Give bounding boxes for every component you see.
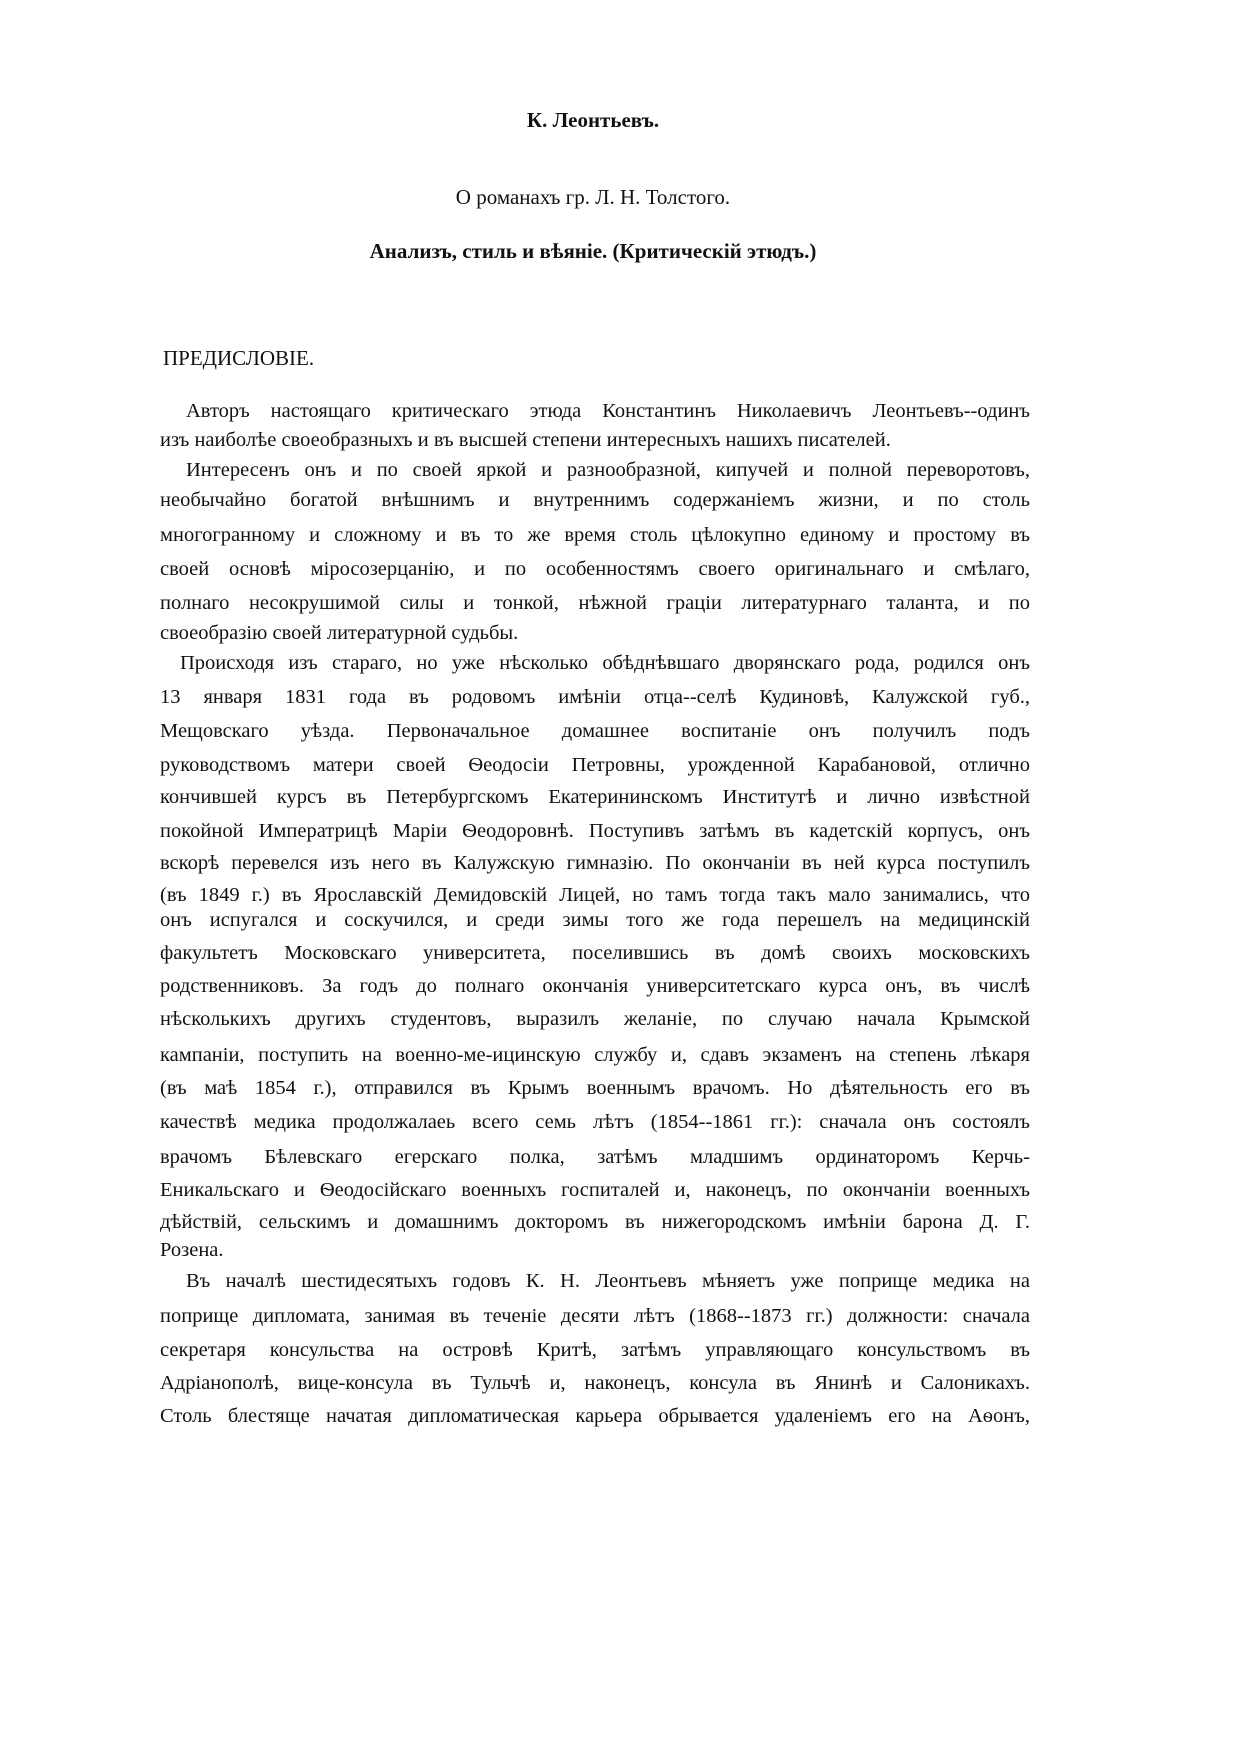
text-line: кампаніи, поступить на военно-ме-ицинскую службу и, сдавъ экзаменъ на степень лѣкаря [160, 1044, 1030, 1066]
author-name: К. Леонтьевъ. [526, 108, 660, 132]
section-heading: ПРЕДИСЛОВІЕ. [163, 346, 315, 370]
text-line: онъ испугался и соскучился, и среди зимы того же года перешелъ на медицинскій [160, 909, 1030, 931]
text-line: Столь блестяще начатая дипломатическая карьера обрывается удаленіемъ его на Аѳонъ, [160, 1405, 1030, 1427]
text-line: факультетъ Московскаго университета, поселившись въ домѣ своихъ московскихъ [160, 942, 1030, 964]
text-line: качествѣ медика продолжалаеь всего семь лѣтъ (1854--1861 гг.): сначала онъ состоялъ [160, 1111, 1030, 1133]
text-line: родственниковъ. За годъ до полнаго окончанія университетскаго курса онъ, въ числѣ [160, 975, 1030, 997]
text-line: (въ 1849 г.) въ Ярославскій Демидовскій Лицей, но тамъ тогда такъ мало занимались, что [160, 884, 1030, 906]
text-line: Въ началѣ шестидесятыхъ годовъ К. Н. Леонтьевъ мѣняетъ уже поприще медика на [186, 1270, 1030, 1292]
text-line: полнаго несокрушимой силы и тонкой, нѣжной граціи литературнаго таланта, и по [160, 592, 1030, 614]
text-line: многогранному и сложному и въ то же время столь цѣлокупно единому и простому въ [160, 524, 1030, 546]
text-line: изъ наиболѣе своеобразныхъ и въ высшей степени интересныхъ нашихъ писателей. [160, 429, 891, 451]
text-line: 13 января 1831 года въ родовомъ имѣніи отца--селѣ Кудиновѣ, Калужской губ., [160, 686, 1030, 708]
text-line: Происходя изъ стараго, но уже нѣсколько обѣднѣвшаго дворянскаго рода, родился онъ [180, 652, 1030, 674]
text-line: Розена. [160, 1239, 224, 1261]
text-line: вскорѣ перевелся изъ него въ Калужскую гимназію. По окончаніи въ ней курса поступилъ [160, 852, 1030, 874]
text-line: своей основѣ міросозерцанію, и по особенностямъ своего оригинальнаго и смѣлаго, [160, 558, 1030, 580]
text-line: руководствомъ матери своей Ѳеодосіи Петровны, урожденной Карабановой, отлично [160, 754, 1030, 776]
text-line: покойной Императрицѣ Маріи Ѳеодоровнѣ. Поступивъ затѣмъ въ кадетскій корпусъ, онъ [160, 820, 1030, 842]
text-line: Авторъ настоящаго критическаго этюда Константинъ Николаевичъ Леонтьевъ--одинъ [186, 400, 1030, 422]
text-line: Еникальскаго и Ѳеодосійскаго военныхъ госпиталей и, наконецъ, по окончаніи военныхъ [160, 1179, 1030, 1201]
text-line: секретаря консульства на островѣ Критѣ, затѣмъ управляющаго консульствомъ въ [160, 1339, 1030, 1361]
text-line: (въ маѣ 1854 г.), отправился въ Крымъ военнымъ врачомъ. Но дѣятельность его въ [160, 1077, 1030, 1099]
text-line: Адріанополѣ, вице-консула въ Тульчѣ и, наконецъ, консула въ Янинѣ и Салоникахъ. [160, 1372, 1030, 1394]
text-line: дѣйствій, сельскимъ и домашнимъ докторомъ въ нижегородскомъ имѣніи барона Д. Г. [160, 1211, 1030, 1233]
text-line: необычайно богатой внѣшнимъ и внутреннимъ содержаніемъ жизни, и по столь [160, 489, 1030, 511]
text-line: кончившей курсъ въ Петербургскомъ Екатерининскомъ Институтѣ и лично извѣстной [160, 786, 1030, 808]
document-title: Анализъ, стиль и вѣяніе. (Критическій этюдъ.) [369, 239, 817, 263]
text-line: Интересенъ онъ и по своей яркой и разнообразной, кипучей и полной переворотовъ, [186, 459, 1030, 481]
text-line: поприще дипломата, занимая въ теченіе десяти лѣтъ (1868--1873 гг.) должности: сначала [160, 1305, 1030, 1327]
text-line: врачомъ Бѣлевскаго егерскаго полка, затѣмъ младшимъ ординаторомъ Керчь- [160, 1146, 1030, 1168]
text-line: Мещовскаго уѣзда. Первоначальное домашнее воспитаніе онъ получилъ подъ [160, 720, 1030, 742]
text-line: своеобразію своей литературной судьбы. [160, 622, 519, 644]
document-subtitle: О романахъ гр. Л. Н. Толстого. [455, 185, 731, 209]
text-line: нѣсколькихъ другихъ студентовъ, выразилъ желаніе, по случаю начала Крымской [160, 1008, 1030, 1030]
